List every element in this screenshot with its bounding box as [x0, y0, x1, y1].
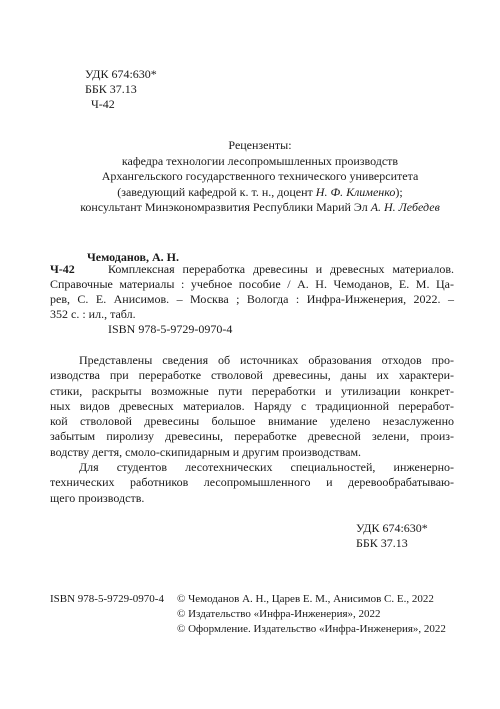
- annotation-line: ных видов древесных материалов. Наряду с традиционной переработ-: [50, 398, 454, 413]
- classification-codes-top: [85, 67, 157, 112]
- audience-line: технических работников лесопромышленного и деревообрабатываю-: [50, 475, 454, 490]
- annotation-line: Представлены сведения об источниках образования отходов про-: [79, 353, 454, 367]
- consultant-role: консультант Минэкономразвития Республики Марий Эл: [80, 200, 371, 214]
- udk-code: УДК 674:630*: [85, 67, 157, 81]
- author-mark-biblio: Ч-42: [50, 262, 75, 276]
- footer-isbn: ISBN 978-5-9729-0970-4: [50, 593, 164, 605]
- reviewer-name-1: Н. Ф. Клименко: [315, 184, 396, 199]
- bbk-code: ББК 37.13: [356, 536, 408, 550]
- biblio-line-2: Справочные материалы : учебное пособие / А. Н. Чемоданов, Е. М. Ца-: [50, 277, 454, 291]
- audience-line: Для студентов лесотехнических специальностей, инженерно-: [79, 460, 454, 475]
- reviewers-line-1: кафедра технологии лесопромышленных производств: [121, 153, 399, 168]
- annotation-line: изводства при переработке стволовой древесины, даны их характери-: [50, 368, 454, 383]
- book-author: Чемоданов, А. Н.: [87, 250, 179, 264]
- reviewer-name-2: А. Н. Лебедев: [370, 200, 440, 214]
- reviewers-title: Рецензенты:: [228, 138, 292, 152]
- annotation: [50, 353, 454, 506]
- bibliographic-record: [50, 262, 454, 322]
- biblio-line-4: 352 с. : ил., табл.: [50, 307, 136, 321]
- copyright-design: © Оформление. Издательство «Инфра-Инженерия», 2022: [177, 623, 446, 635]
- annotation-line: водству дегтя, смоло-скипидарным и другим производствам.: [50, 444, 362, 459]
- bbk-code: ББК 37.13: [85, 82, 137, 96]
- reviewers-block: [30, 138, 490, 216]
- copyright-publisher: © Издательство «Инфра-Инженерия», 2022: [177, 608, 381, 620]
- copyright-block: [177, 592, 446, 637]
- annotation-line: стики, раскрыты возможные пути переработки и утилизации конкрет-: [50, 383, 454, 398]
- annotation-line: забытым пиролизу древесины, переработке древесной зелени, произ-: [50, 429, 454, 444]
- reviewers-line-2: Архангельского государственного технического университета: [101, 169, 419, 183]
- reviewers-line-4: [30, 200, 490, 216]
- author-mark-top: Ч-42: [91, 97, 115, 111]
- audience-line: щего производств.: [50, 490, 145, 505]
- reviewers-line-3: [30, 185, 490, 201]
- reviewer-line-3-end: );: [395, 184, 403, 199]
- reviewer-role: (заведующий кафедрой к. т. н., доцент: [117, 184, 316, 199]
- udk-code: УДК 674:630*: [356, 521, 428, 535]
- copyright-authors: © Чемоданов А. Н., Царев Е. М., Анисимов С. Е., 2022: [177, 593, 434, 605]
- biblio-line-1: Комплексная переработка древесины и древесных материалов.: [108, 262, 454, 276]
- classification-codes-bottom: [356, 521, 428, 551]
- annotation-line: кой стволовой древесины большое внимание уделено незаслуженно: [50, 414, 454, 429]
- biblio-line-3: рев, С. Е. Анисимов. – Москва ; Вологда : Инфра-Инженерия, 2022. –: [50, 292, 454, 306]
- isbn: ISBN 978-5-9729-0970-4: [108, 322, 233, 336]
